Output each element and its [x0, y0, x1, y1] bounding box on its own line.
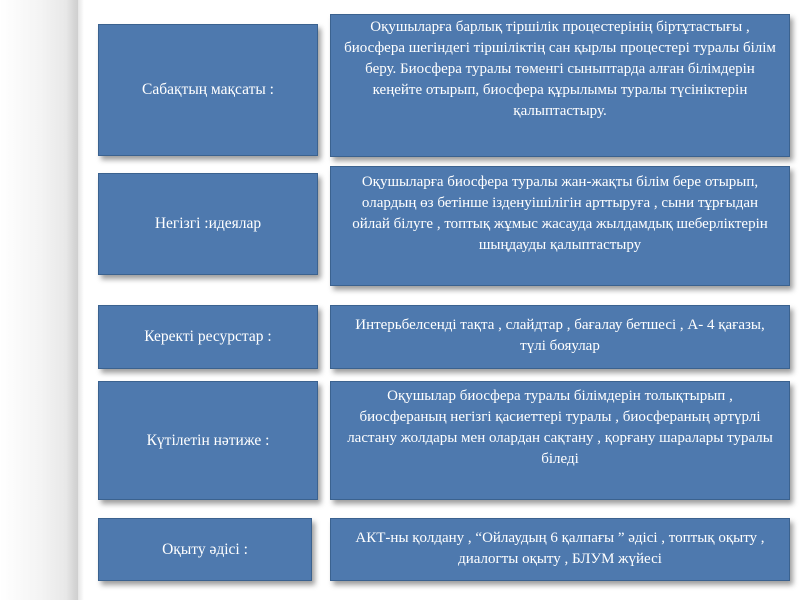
row-content-teaching-method	[330, 518, 790, 581]
row-label-resources	[98, 305, 318, 369]
row-content-aim-text: Оқушыларға барлық тіршілік процестерінің біртұтастығы , биосфера шегіндегі тіршіліктің сан қырлы процестері туралы білім беру. Биосфера туралы төменгі сыныптарда алған білімдерін кеңейте отырып, биосфера құрылымы туралы түсініктерін қалыптастыру.	[344, 19, 776, 119]
row-label-expected-result-text: Күтілетін нәтиже :	[146, 431, 270, 449]
row-label-aim	[98, 24, 318, 156]
row-content-key-ideas	[330, 166, 790, 286]
row-content-resources-text: Интерьбелсенді тақта , слайдтар , бағалау бетшесі , А- 4 қағазы, түлі бояулар	[355, 317, 765, 354]
row-label-key-ideas	[98, 173, 318, 275]
row-content-key-ideas-text: Оқушыларға биосфера туралы жан-жақты білім бере отырып, олардың өз бетінше ізденуішілігін арттыруға , сыни тұрғыдан ойлай білуге , топтық жұмыс жасауда жылдамдық шеберліктерін шыңдауды қалыптастыру	[352, 174, 768, 253]
row-label-teaching-method-text: Оқыту әдісі :	[162, 540, 248, 558]
row-content-expected-result-text: Оқушылар биосфера туралы білімдерін толықтырып , биосфераның негізгі қасиеттері туралы , биосфераның әртүрлі ластану жолдары мен олардан сақтану , қорғану шаралары туралы біледі	[347, 388, 773, 467]
row-content-expected-result	[330, 381, 790, 500]
row-content-aim	[330, 14, 790, 157]
row-content-teaching-method-text: АКТ-ны қолдану , “Ойлаудың 6 қалпағы ” әдісі , топтық оқыту , диалогты оқыту , БЛУМ жүйесі	[355, 530, 765, 567]
row-label-aim-text: Сабақтың мақсаты :	[142, 81, 274, 98]
row-label-key-ideas-text: Негізгі :идеялар	[154, 215, 262, 232]
row-label-resources-text: Керекті ресурстар :	[144, 328, 272, 345]
row-content-resources	[330, 305, 790, 369]
row-label-expected-result	[98, 381, 318, 500]
left-margin-rule	[0, 0, 78, 600]
row-label-teaching-method	[98, 518, 312, 581]
